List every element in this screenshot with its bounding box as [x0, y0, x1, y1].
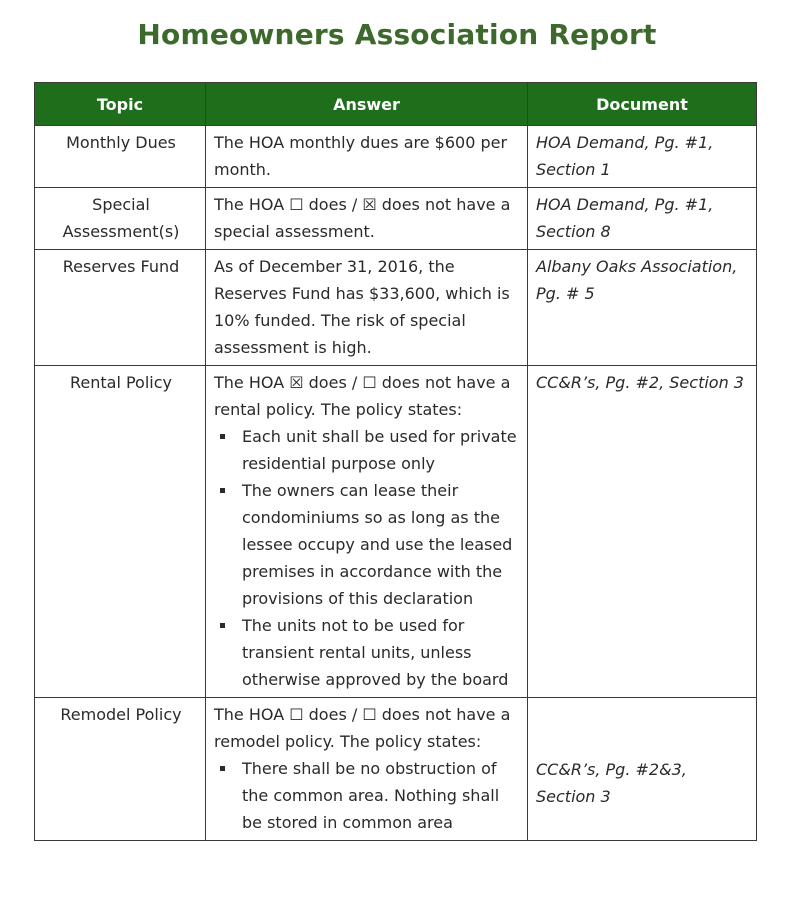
topic-cell: Rental Policy: [35, 366, 206, 698]
square-bullet-icon: [220, 623, 225, 628]
document-cell: HOA Demand, Pg. #1, Section 8: [528, 188, 757, 250]
topic-cell: Monthly Dues: [35, 126, 206, 188]
document-cell: CC&R’s, Pg. #2&3, Section 3: [528, 698, 757, 841]
document-cell: CC&R’s, Pg. #2, Section 3: [528, 366, 757, 698]
answer-text: The HOA ☐ does / ☐ does not have a remodel policy. The policy states:: [214, 705, 511, 751]
answer-cell: The HOA ☐ does / ☒ does not have a special assessment.: [206, 188, 528, 250]
bullet-text: Each unit shall be used for private residential purpose only: [242, 427, 517, 473]
bullet-text: The units not to be used for transient rental units, unless otherwise approved by the board: [242, 616, 509, 689]
document-cell: Albany Oaks Association, Pg. # 5: [528, 250, 757, 366]
report-title: Homeowners Association Report: [137, 18, 657, 51]
policy-bullet-list: [214, 423, 521, 693]
square-bullet-icon: [220, 766, 225, 771]
header-document: Document: [528, 83, 757, 126]
table-row-remodel-policy: [35, 698, 757, 841]
list-item: [214, 423, 521, 477]
list-item: [214, 755, 521, 836]
topic-cell: Reserves Fund: [35, 250, 206, 366]
topic-cell: Remodel Policy: [35, 698, 206, 841]
bullet-text: There shall be no obstruction of the common area. Nothing shall be stored in common area: [242, 759, 500, 832]
table-row-monthly-dues: [35, 126, 757, 188]
bullet-text: The owners can lease their condominiums so as long as the lessee occupy and use the leased premises in accordance with the provisions of this declaration: [242, 481, 513, 608]
answer-cell: [206, 698, 528, 841]
table-row-special-assessment: [35, 188, 757, 250]
answer-cell: As of December 31, 2016, the Reserves Fund has $33,600, which is 10% funded. The risk of special assessment is high.: [206, 250, 528, 366]
document-cell: HOA Demand, Pg. #1, Section 1: [528, 126, 757, 188]
table-header-row: [35, 83, 757, 126]
answer-cell: [206, 366, 528, 698]
list-item: [214, 612, 521, 693]
square-bullet-icon: [220, 488, 225, 493]
policy-bullet-list: [214, 755, 521, 836]
header-answer: Answer: [206, 83, 528, 126]
answer-text: The HOA ☒ does / ☐ does not have a rental policy. The policy states:: [214, 373, 511, 419]
square-bullet-icon: [220, 434, 225, 439]
table-row-reserves-fund: [35, 250, 757, 366]
header-topic: Topic: [35, 83, 206, 126]
answer-cell: The HOA monthly dues are $600 per month.: [206, 126, 528, 188]
table-row-rental-policy: [35, 366, 757, 698]
hoa-report-table: [34, 82, 757, 841]
list-item: [214, 477, 521, 612]
topic-cell: Special Assessment(s): [35, 188, 206, 250]
